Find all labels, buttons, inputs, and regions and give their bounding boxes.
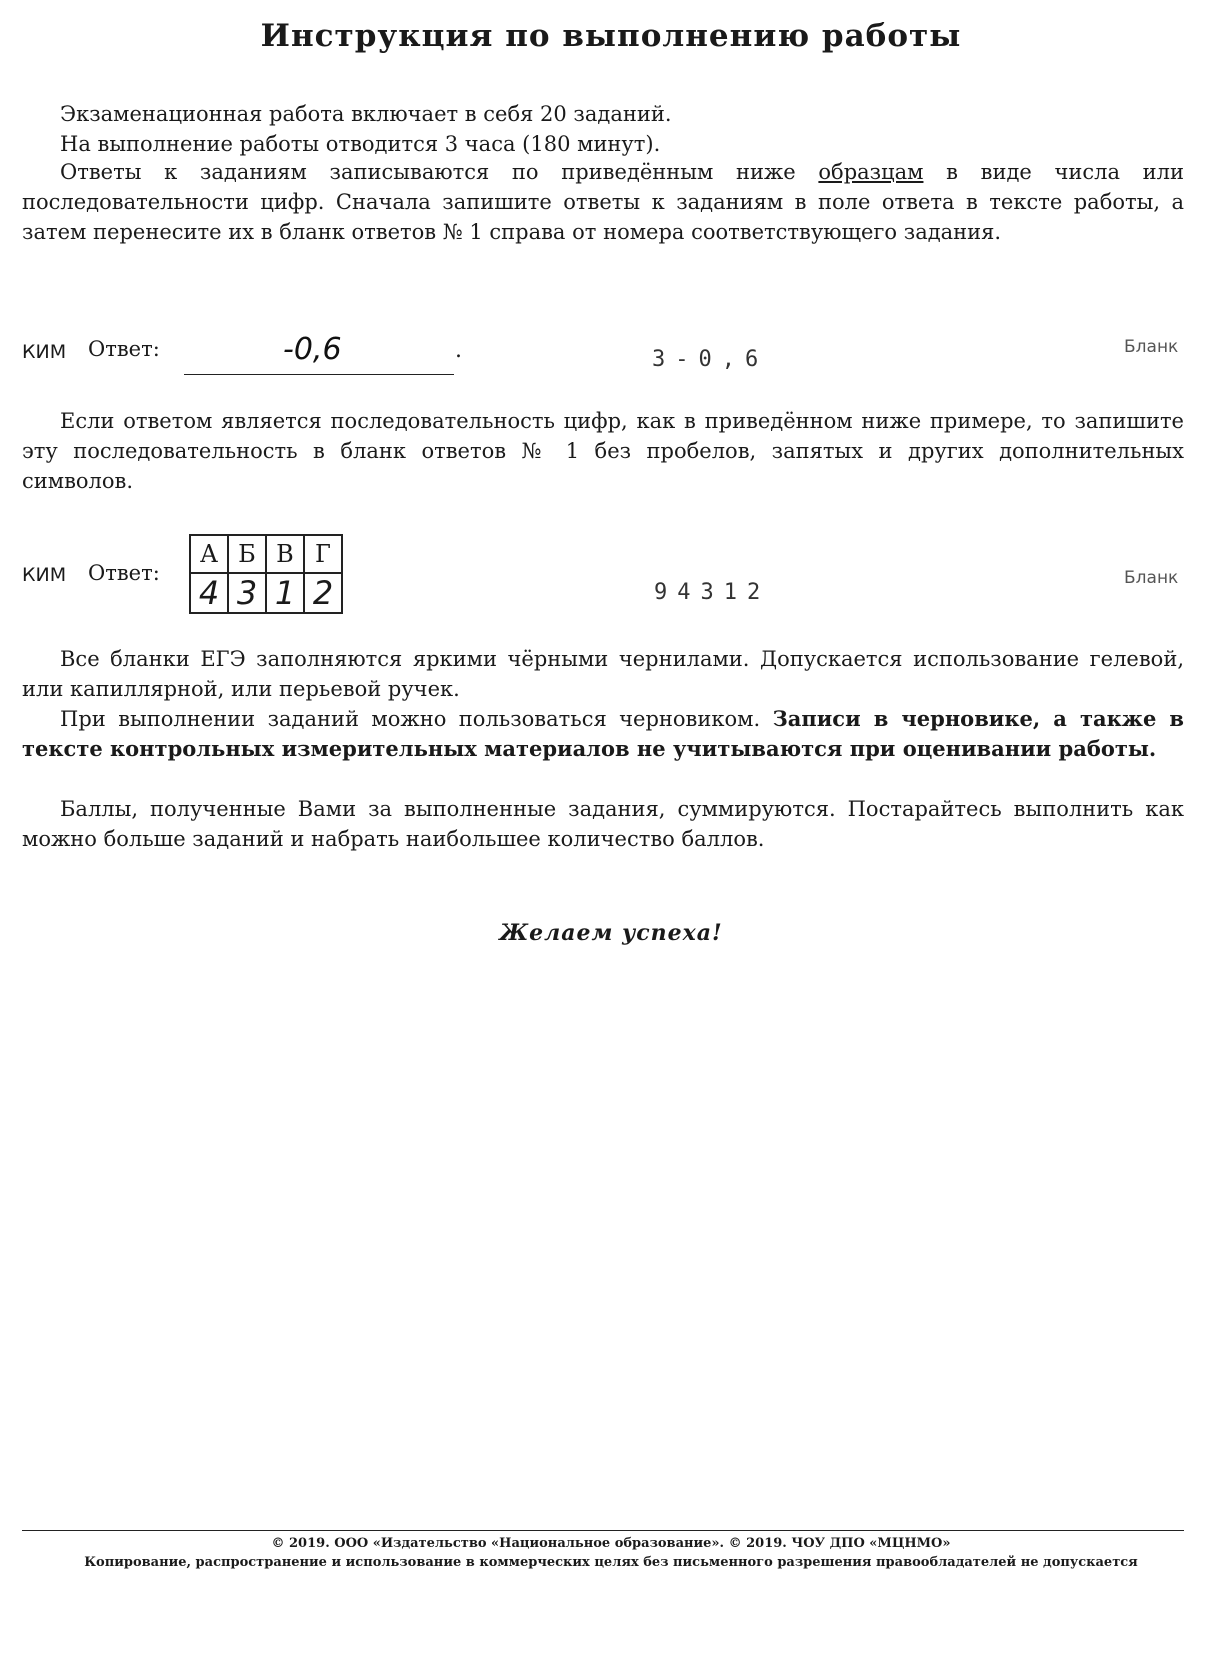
blank-digits-1: 3-0,6 (652, 347, 769, 372)
grid-value-cell: 1 (266, 573, 304, 613)
scoring-paragraph: Баллы, полученные Вами за выполненные задания, суммируются. Постарайтесь выполнить как можно больше заданий и набрать наибольшее количество баллов. (22, 797, 1184, 851)
blank-label-1: Бланк (1124, 337, 1179, 357)
sequence-paragraph: Если ответом является последовательность цифр, как в приведённом ниже примере, то запишите эту последовательность в бланк ответов № 1 без пробелов, запятых и других дополнительных символов. (22, 409, 1184, 493)
kim-label-1: КИМ (22, 341, 67, 363)
grid-header-cell: В (266, 535, 304, 573)
page-title: Инструкция по выполнению работы (260, 18, 962, 54)
footer-divider (22, 1530, 1184, 1531)
grid-header-cell: Г (304, 535, 342, 573)
footer-notice: Копирование, распространение и использование в коммерческих целях без письменного разрешения правообладателей не допускается (84, 1555, 1138, 1570)
blank-label-2: Бланк (1124, 568, 1179, 588)
good-luck-text: Желаем успеха! (499, 920, 723, 946)
grid-value-cell: 3 (228, 573, 266, 613)
intro-text-start: Ответы к заданиям записываются по приведённым ниже (60, 160, 819, 184)
kim-label-2: КИМ (22, 564, 67, 586)
blank-digits-2: 94312 (654, 580, 771, 605)
answer-underline (184, 374, 454, 375)
samples-link: образцам (818, 160, 924, 184)
intro-line-time: На выполнение работы отводится 3 часа (180 минут). (60, 132, 661, 156)
intro-line-tasks: Экзаменационная работа включает в себя 20 заданий. (60, 102, 672, 126)
answer-label-2: Ответ: (88, 561, 160, 585)
draft-paragraph (22, 704, 1184, 764)
answer-dot: . (455, 338, 462, 363)
draft-warning: Записи в черновике, а также в тексте контрольных измерительных материалов не учитываются при оценивании работы. (22, 706, 1184, 761)
ink-paragraph: Все бланки ЕГЭ заполняются яркими чёрными чернилами. Допускается использование гелевой, или капиллярной, или перьевой ручек. (22, 647, 1184, 701)
grid-header-cell: Б (228, 535, 266, 573)
draft-text: При выполнении заданий можно пользоваться черновиком. (60, 707, 773, 731)
footer-copyright: © 2019. ООО «Издательство «Национальное образование». © 2019. ЧОУ ДПО «МЦНМО» (271, 1536, 951, 1551)
answer-label-1: Ответ: (88, 337, 160, 361)
handwritten-answer-1: -0,6 (283, 332, 342, 367)
grid-header-cell: А (190, 535, 228, 573)
grid-value-cell: 4 (190, 573, 228, 613)
intro-text-end: в виде числа или последовательности цифр. Сначала запишите ответы к заданиям в поле ответа в тексте работы, а затем перенесите их в бланк ответов № 1 справа от номера соответствующего задания. (22, 160, 1184, 244)
intro-paragraph-answers (22, 157, 1184, 247)
grid-value-cell: 2 (304, 573, 342, 613)
answer-grid (189, 534, 343, 614)
